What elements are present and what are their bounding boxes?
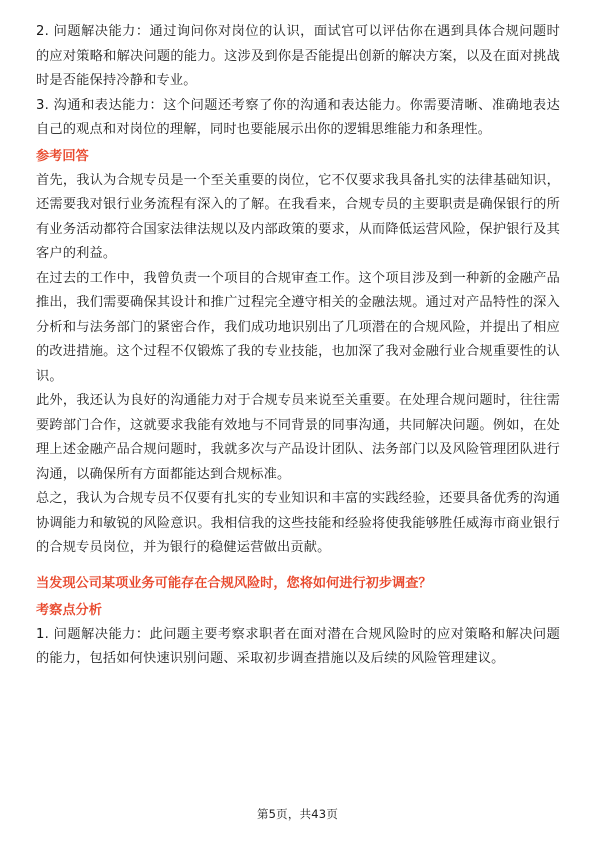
document-body [36,20,560,672]
answer-para-1: 首先，我认为合规专员是一个至关重要的岗位，它不仅要求我具备扎实的法律基础知识，还需要我对银行业务流程有深入的了解。在我看来，合规专员的主要职责是确保银行的所有业务活动都符合国家法律法规以及内部政策的要求，从而降低运营风险，保护银行及其客户的利益。 [36,172,560,261]
analysis-heading: 考察点分析 [36,602,102,618]
point-problem-solving: 2. 问题解决能力：通过询问你对岗位的认识，面试官可以评估你在遇到具体合规问题时的应对策略和解决问题的能力。这涉及到你是否能提出创新的解决方案，以及在面对挑战时是否能保持冷静和专业。 [36,24,560,88]
analysis-point-1: 1. 问题解决能力：此问题主要考察求职者在面对潜在合规风险时的应对策略和解决问题的能力，包括如何快速识别问题、采取初步调查措施以及后续的风险管理建议。 [36,626,560,666]
next-question: 当发现公司某项业务可能存在合规风险时，您将如何进行初步调查？ [36,575,432,591]
answer-para-4: 总之，我认为合规专员不仅要有扎实的专业知识和丰富的实践经验，还要具备优秀的沟通协调能力和敏锐的风险意识。我相信我的这些技能和经验将使我能够胜任威海市商业银行的合规专员岗位，并为银行的稳健运营做出贡献。 [36,491,560,555]
point-communication: 3. 沟通和表达能力：这个问题还考察了你的沟通和表达能力。你需要清晰、准确地表达自己的观点和对岗位的理解，同时也要能展示出你的逻辑思维能力和条理性。 [36,97,560,137]
page-indicator: 第5页，共43页 [256,807,339,821]
answer-para-3: 此外，我还认为良好的沟通能力对于合规专员来说至关重要。在处理合规问题时，往往需要跨部门合作，这就要求我能有效地与不同背景的同事沟通，共同解决问题。例如，在处理上述金融产品合规问题时，我就多次与产品设计团队、法务部门以及风险管理团队进行沟通，以确保所有方面都能达到合规标准。 [36,393,560,482]
reference-answer-heading: 参考回答 [36,148,89,164]
answer-para-2: 在过去的工作中，我曾负责一个项目的合规审查工作。这个项目涉及到一种新的金融产品推出，我们需要确保其设计和推广过程完全遵守相关的金融法规。通过对产品特性的深入分析和与法务部门的紧密合作，我们成功地识别出了几项潜在的合规风险，并提出了相应的改进措施。这个过程不仅锻炼了我的专业技能，也加深了我对金融行业合规重要性的认识。 [36,270,560,384]
